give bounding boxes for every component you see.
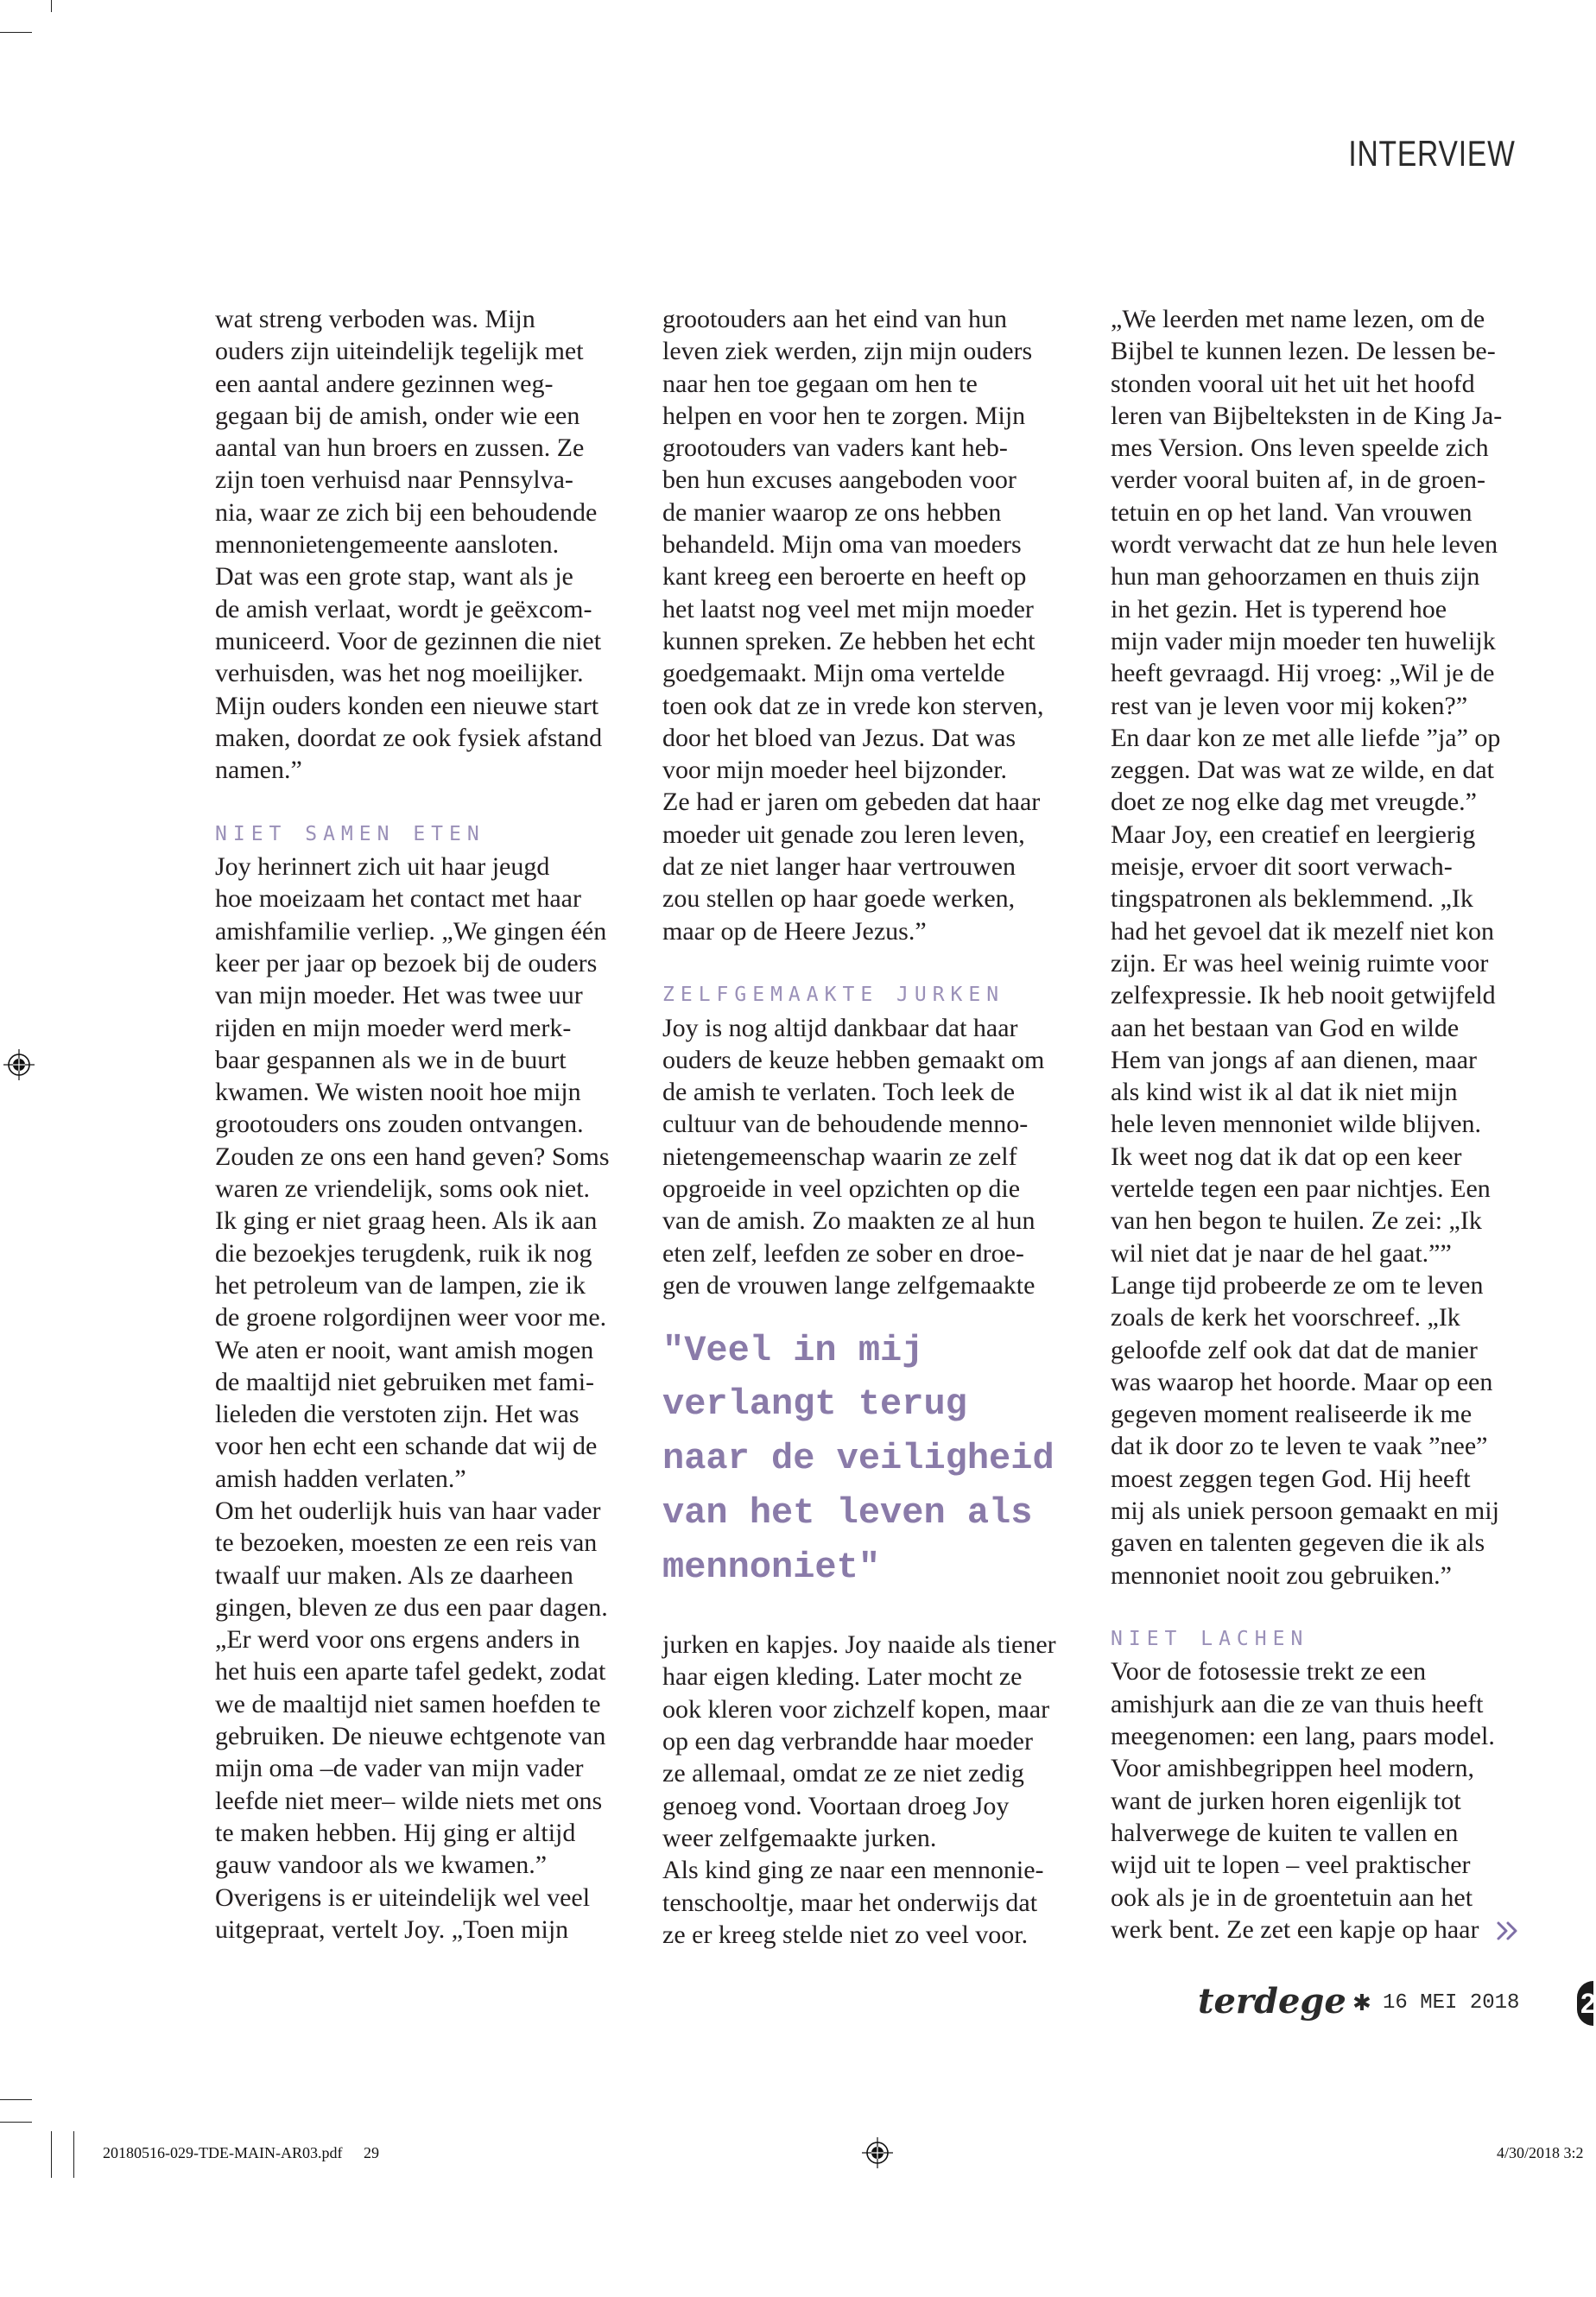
text-line: hun man gehoorzamen en thuis zijn xyxy=(1111,562,1480,592)
text-line: voor mijn moeder heel bijzonder. xyxy=(662,756,1008,785)
text-line: ook kleren voor zichzelf kopen, maar xyxy=(662,1694,1050,1724)
text-line: die bezoekjes terugdenk, ruik ik nog xyxy=(215,1238,592,1268)
text-line: Om het ouderlijk huis van haar vader xyxy=(215,1496,601,1525)
text-line: want de jurken horen eigenlijk tot xyxy=(1111,1786,1461,1815)
text-line: werk bent. Ze zet een kapje op haar xyxy=(1111,1914,1479,1944)
text-line: wijd uit te lopen – veel praktischer xyxy=(1111,1851,1471,1880)
text-line: het laatst nog veel met mijn moeder xyxy=(662,594,1034,623)
text-line: Als kind ging ze naar een mennonie- xyxy=(662,1856,1044,1885)
registration-mark-icon xyxy=(3,1049,35,1080)
text-line: Hem van jongs af aan dienen, maar xyxy=(1111,1045,1477,1074)
text-line: de manier waarop ze ons hebben xyxy=(662,497,1002,527)
section-label: INTERVIEW xyxy=(1348,133,1516,174)
issue-date: 16 MEI 2018 xyxy=(1383,1991,1520,2015)
text-line: leefde niet meer– wilde niets met ons xyxy=(215,1786,603,1815)
text-line: Joy is nog altijd dankbaar dat haar xyxy=(662,1013,1018,1042)
text-line: mes Version. Ons leven speelde zich xyxy=(1111,433,1489,463)
text-line: ouders de keuze hebben gemaakt om xyxy=(662,1045,1045,1074)
text-line: wordt verwacht dat ze hun hele leven xyxy=(1111,530,1498,560)
text-line: van hen begon te huilen. Ze zei: „Ik xyxy=(1111,1206,1482,1236)
text-line: wil niet dat je naar de hel gaat.”” xyxy=(1111,1238,1452,1268)
text-line: stonden vooral uit het uit het hoofd xyxy=(1111,369,1475,398)
text-line: baar gespannen als we in de buurt xyxy=(215,1045,567,1074)
text-line: op een dag verbrandde haar moeder xyxy=(662,1727,1033,1756)
text-line: moest zeggen tegen God. Hij heeft xyxy=(1111,1464,1471,1493)
text-line: Maar Joy, een creatief en leergierig xyxy=(1111,819,1476,849)
text-line: We aten er nooit, want amish mogen xyxy=(215,1335,594,1364)
text-line: municeerd. Voor de gezinnen die niet xyxy=(215,626,602,655)
pull-quote-line: van het leven als xyxy=(662,1491,1033,1534)
text-line: Mijn ouders konden een nieuwe start xyxy=(215,691,599,720)
text-line: rijden en mijn moeder werd merk- xyxy=(215,1013,572,1042)
text-line: geloofde zelf ook dat dat de manier xyxy=(1111,1335,1478,1364)
text-line: van mijn moeder. Het was twee uur xyxy=(215,981,583,1010)
text-line: was waarop het hoorde. Maar op een xyxy=(1111,1367,1493,1396)
pull-quote-line: naar de veiligheid xyxy=(662,1438,1054,1480)
pull-quote-line: verlangt terug xyxy=(662,1383,967,1426)
text-line: Ik weet nog dat ik dat op een keer xyxy=(1111,1142,1462,1171)
text-line: zijn toen verhuisd naar Pennsylva- xyxy=(215,465,573,495)
magazine-logo: terdege xyxy=(1198,1981,1346,2022)
text-line: Zouden ze ons een hand geven? Soms xyxy=(215,1142,610,1171)
column-3-text-top xyxy=(1111,303,1518,1591)
text-line: uitgepraat, vertelt Joy. „Toen mijn xyxy=(215,1914,569,1944)
text-line: Voor de fotosessie trekt ze een xyxy=(1111,1657,1427,1686)
text-line: zoals de kerk het voorschreef. „Ik xyxy=(1111,1303,1460,1332)
text-line: mijn oma –de vader van mijn vader xyxy=(215,1754,584,1783)
text-line: tetuin en op het land. Van vrouwen xyxy=(1111,497,1472,527)
text-line: ze allemaal, omdat ze ze niet zedig xyxy=(662,1759,1024,1788)
text-line: cultuur van de behoudende menno- xyxy=(662,1110,1029,1139)
subheading-niet-samen-eten: NIET SAMEN ETEN xyxy=(215,822,485,845)
text-line: de maaltijd niet gebruiken met fami- xyxy=(215,1367,595,1396)
text-line: ook als je in de groentetuin aan het xyxy=(1111,1883,1473,1912)
column-2-text-top xyxy=(662,303,1070,947)
text-line: leven ziek werden, zijn mijn ouders xyxy=(662,337,1033,366)
text-line: had het gevoel dat ik mezelf niet kon xyxy=(1111,916,1495,946)
text-line: Ik ging er niet graag heen. Als ik aan xyxy=(215,1206,598,1236)
asterisk-separator: ✱ xyxy=(1352,1990,1371,2016)
text-line: haar eigen kleding. Later mocht ze xyxy=(662,1662,1023,1692)
text-line: wat streng verboden was. Mijn xyxy=(215,305,535,333)
text-line: moeder uit genade zou leren leven, xyxy=(662,819,1025,849)
page-number: 2 xyxy=(1580,1988,1596,2019)
text-line: gauw vandoor als we kwamen.” xyxy=(215,1851,548,1880)
text-line: jurken en kapjes. Joy naaide als tiener xyxy=(662,1630,1056,1660)
text-line: door het bloed van Jezus. Dat was xyxy=(662,723,1016,752)
text-line: ben hun excuses aangeboden voor xyxy=(662,465,1016,495)
column-3-text-bottom xyxy=(1111,1655,1518,1946)
print-slug-filename: 20180516-029-TDE-MAIN-AR03.pdf xyxy=(103,2144,343,2161)
crop-mark xyxy=(73,2131,74,2178)
crop-mark xyxy=(51,0,52,12)
text-line: verhuisden, was het nog moeilijker. xyxy=(215,659,584,688)
text-line: meisje, ervoer dit soort verwach- xyxy=(1111,852,1453,882)
column-1-text-bottom xyxy=(215,851,623,1946)
text-line: mennoniet nooit zou gebruiken.” xyxy=(1111,1560,1452,1590)
text-line: grootouders aan het eind van hun xyxy=(662,305,1008,333)
text-line: gegaan bij de amish, onder wie een xyxy=(215,401,580,430)
text-line: naar hen toe gegaan om hen te xyxy=(662,369,978,398)
text-line: gaven en talenten gegeven die ik als xyxy=(1111,1528,1485,1558)
text-line: gebruiken. De nieuwe echtgenote van xyxy=(215,1722,606,1751)
text-line: mij als uniek persoon gemaakt en mij xyxy=(1111,1496,1499,1525)
text-line: genoeg vond. Voortaan droeg Joy xyxy=(662,1791,1010,1820)
text-line: weer zelfgemaakte jurken. xyxy=(662,1823,937,1852)
text-line: toen ook dat ze in vrede kon sterven, xyxy=(662,691,1044,720)
text-line: Bijbel te kunnen lezen. De lessen be- xyxy=(1111,337,1496,366)
text-line: we de maaltijd niet samen hoefden te xyxy=(215,1689,601,1718)
article-column-3 xyxy=(1111,303,1518,1946)
article-column-2 xyxy=(662,303,1070,1951)
text-line: als kind wist ik al dat ik niet mijn xyxy=(1111,1078,1458,1107)
text-line: maken, doordat ze ook fysiek afstand xyxy=(215,723,603,752)
text-line: mijn vader mijn moeder ten huwelijk xyxy=(1111,626,1496,655)
text-line: amish hadden verlaten.” xyxy=(215,1464,466,1493)
text-line: gen de vrouwen lange zelfgemaakte xyxy=(662,1270,1036,1300)
text-line: de amish verlaat, wordt je geëxcom- xyxy=(215,594,592,623)
crop-mark xyxy=(51,2131,52,2178)
text-line: helpen en voor hen te zorgen. Mijn xyxy=(662,401,1026,430)
text-line: kunnen spreken. Ze hebben het echt xyxy=(662,626,1036,655)
crop-mark xyxy=(0,2122,32,2123)
registration-mark-icon xyxy=(862,2137,893,2168)
crop-mark xyxy=(0,32,32,33)
text-line: het huis een aparte tafel gedekt, zodat xyxy=(215,1657,606,1686)
pull-quote-line: mennoniet" xyxy=(662,1546,881,1588)
text-line: doet ze nog elke dag met vreugde.” xyxy=(1111,788,1477,817)
pull-quote-line: "Veel in mij xyxy=(662,1329,924,1371)
text-line: gegeven moment realiseerde ik me xyxy=(1111,1400,1472,1429)
text-line: te bezoeken, moesten ze een reis van xyxy=(215,1528,598,1558)
text-line: voor hen echt een schande dat wij de xyxy=(215,1432,598,1461)
text-line: ouders zijn uiteindelijk tegelijk met xyxy=(215,337,584,366)
text-line: ze er kreeg stelde niet zo veel voor. xyxy=(662,1920,1029,1949)
text-line: eten zelf, leefden ze sober en droe- xyxy=(662,1238,1024,1268)
text-line: de groene rolgordijnen weer voor me. xyxy=(215,1303,607,1332)
text-line: twaalf uur maken. Als ze daarheen xyxy=(215,1560,573,1590)
text-line: vertelde tegen een paar nichtjes. Een xyxy=(1111,1174,1491,1204)
text-line: leren van Bijbelteksten in de King Ja- xyxy=(1111,401,1503,430)
text-line: maar op de Heere Jezus.” xyxy=(662,916,927,946)
subheading-zelfgemaakte-jurken: ZELFGEMAAKTE JURKEN xyxy=(662,984,1005,1007)
text-line: kwamen. We wisten nooit hoe mijn xyxy=(215,1078,581,1107)
text-line: aan het bestaan van God en wilde xyxy=(1111,1013,1460,1042)
text-line: te maken hebben. Hij ging er altijd xyxy=(215,1818,576,1847)
text-line: grootouders ons zouden ontvangen. xyxy=(215,1110,584,1139)
text-line: zeggen. Dat was wat ze wilde, en dat xyxy=(1111,756,1494,785)
text-line: Voor amishbegrippen heel modern, xyxy=(1111,1754,1475,1783)
text-line: Dat was een grote stap, want als je xyxy=(215,562,573,592)
text-line: goedgemaakt. Mijn oma vertelde xyxy=(662,659,1005,688)
subheading-niet-lachen: NIET LACHEN xyxy=(1111,1628,1309,1651)
text-line: verder vooral buiten af, in de groen- xyxy=(1111,465,1485,495)
crop-mark xyxy=(0,2099,32,2100)
column-1-text-top xyxy=(215,303,623,786)
text-line: namen.” xyxy=(215,756,302,785)
text-line: hoe moeizaam het contact met haar xyxy=(215,884,581,914)
text-line: grootouders van vaders kant heb- xyxy=(662,433,1008,463)
print-slug-page: 29 xyxy=(364,2144,379,2161)
text-line: lieleden die verstoten zijn. Het was xyxy=(215,1400,580,1429)
text-line: halverwege de kuiten te vallen en xyxy=(1111,1818,1459,1847)
text-line: rest van je leven voor mij koken?” xyxy=(1111,691,1468,720)
text-line: behandeld. Mijn oma van moeders xyxy=(662,530,1022,560)
text-line: zelfexpressie. Ik heb nooit getwijfeld xyxy=(1111,981,1496,1010)
text-line: nia, waar ze zich bij een behoudende xyxy=(215,497,598,527)
text-line: En daar kon ze met alle liefde ”ja” op xyxy=(1111,723,1501,752)
text-line: zou stellen op haar goede werken, xyxy=(662,884,1016,914)
text-line: opgroeide in veel opzichten op die xyxy=(662,1174,1021,1204)
column-2-text-middle xyxy=(662,1012,1070,1302)
text-line: Lange tijd probeerde ze om te leven xyxy=(1111,1270,1484,1300)
text-line: waren ze vriendelijk, soms ook niet. xyxy=(215,1174,591,1204)
double-chevron-right-icon xyxy=(1496,1919,1520,1943)
text-line: van de amish. Zo maakten ze al hun xyxy=(662,1206,1036,1236)
text-line: Ze had er jaren om gebeden dat haar xyxy=(662,788,1041,817)
text-line: een aantal andere gezinnen weg- xyxy=(215,369,554,398)
text-line: „We leerden met name lezen, om de xyxy=(1111,305,1485,333)
text-line: zijn. Er was heel weinig ruimte voor xyxy=(1111,948,1489,978)
text-line: „Er werd voor ons ergens anders in xyxy=(215,1625,580,1655)
text-line: tingspatronen als beklemmend. „Ik xyxy=(1111,884,1473,914)
text-line: dat ze niet langer haar vertrouwen xyxy=(662,852,1016,882)
text-line: het petroleum van de lampen, zie ik xyxy=(215,1270,586,1300)
text-line: de amish te verlaten. Toch leek de xyxy=(662,1078,1016,1107)
page-number-tab xyxy=(1577,1981,1596,2026)
print-slug-timestamp: 4/30/2018 3:2 xyxy=(1497,2144,1584,2161)
text-line: amishjurk aan die ze van thuis heeft xyxy=(1111,1689,1484,1718)
text-line: heeft gevraagd. Hij vroeg: „Wil je de xyxy=(1111,659,1495,688)
text-line: nietengemeenschap waarin ze zelf xyxy=(662,1142,1017,1171)
text-line: meegenomen: een lang, paars model. xyxy=(1111,1722,1495,1751)
column-2-text-bottom xyxy=(662,1629,1070,1951)
text-line: tenschooltje, maar het onderwijs dat xyxy=(662,1888,1038,1917)
text-line: amishfamilie verliep. „We gingen één xyxy=(215,916,607,946)
text-line: Joy herinnert zich uit haar jeugd xyxy=(215,852,550,882)
text-line: keer per jaar op bezoek bij de ouders xyxy=(215,948,598,978)
text-line: mennonietengemeente aansloten. xyxy=(215,530,560,560)
text-line: aantal van hun broers en zussen. Ze xyxy=(215,433,585,463)
text-line: gingen, bleven ze dus een paar dagen. xyxy=(215,1592,608,1622)
text-line: hele leven mennoniet wilde blijven. xyxy=(1111,1110,1482,1139)
text-line: dat ik door zo te leven te vaak ”nee” xyxy=(1111,1432,1488,1461)
text-line: in het gezin. Het is typerend hoe xyxy=(1111,594,1447,623)
pull-quote xyxy=(662,1324,1070,1595)
article-column-1 xyxy=(215,303,623,1946)
text-line: Overigens is er uiteindelijk wel veel xyxy=(215,1883,591,1912)
text-line: kant kreeg een beroerte en heeft op xyxy=(662,562,1027,592)
